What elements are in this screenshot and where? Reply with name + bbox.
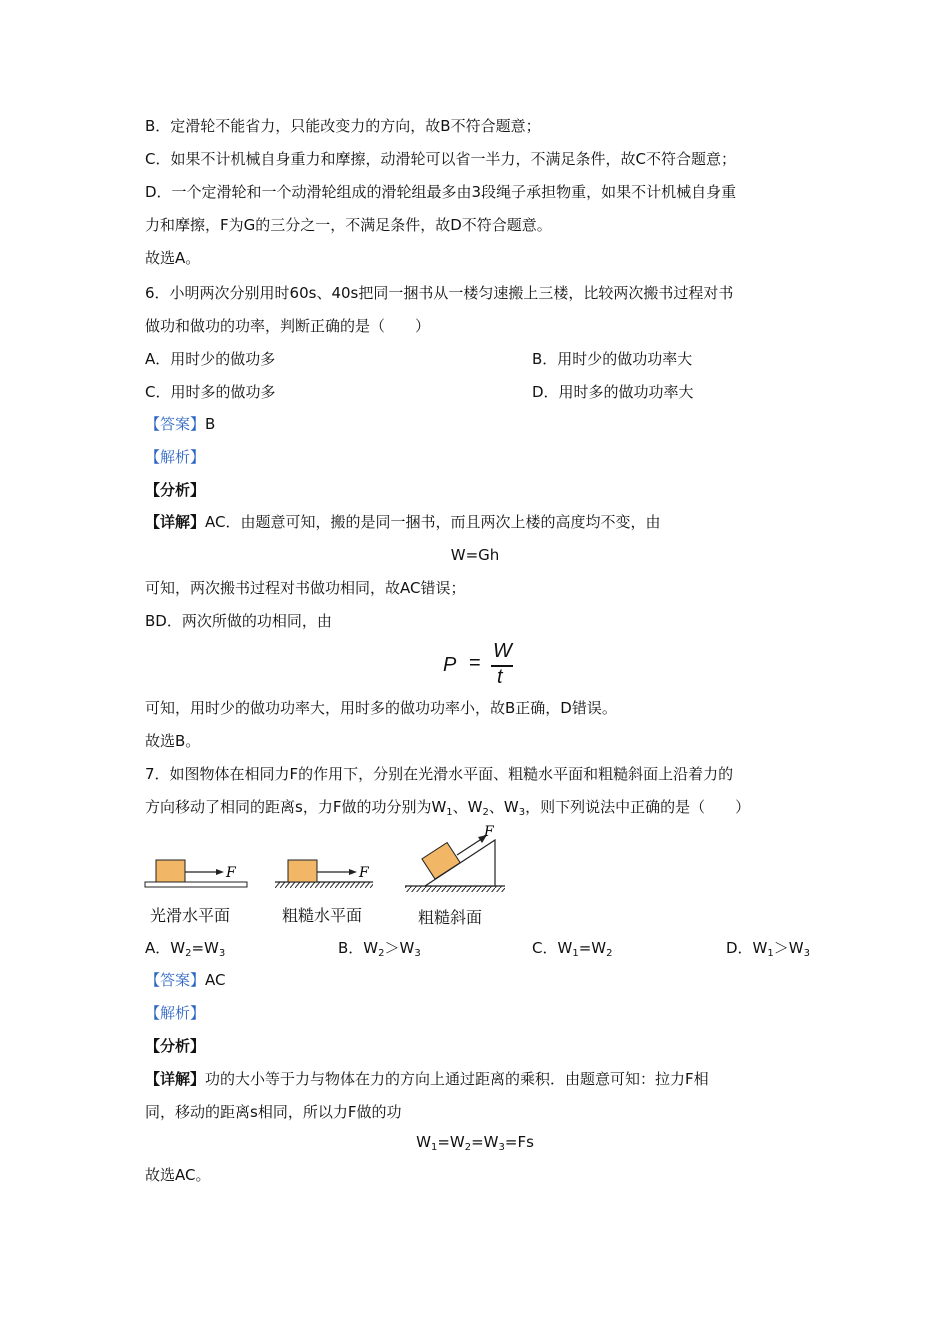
q6-option-b: B．用时少的做功功率大 <box>532 350 693 368</box>
q6-option-a: A．用时少的做功多 <box>145 350 276 368</box>
detail-text: AC．由题意可知，搬的是同一捆书，而且两次上楼的高度均不变，由 <box>205 513 661 531</box>
force-label: F <box>359 865 369 881</box>
q6-stem: 6．小明两次分别用时60s、40s把同一捆书从一楼匀速搬上三楼，比较两次搬书过程对书 <box>145 284 734 302</box>
q7-stem: 7．如图物体在相同力F的作用下，分别在光滑水平面、粗糙水平面和粗糙斜面上沿着力的 <box>145 765 734 783</box>
q6-option-c: C．用时多的做功多 <box>145 383 276 401</box>
text-line: 故选A。 <box>145 249 201 267</box>
figure-smooth-plane <box>145 860 247 887</box>
q7-fenxi-tag: 【分析】 <box>145 1037 206 1055</box>
q7-figure <box>140 822 520 902</box>
q7-analysis-tag: 【解析】 <box>145 1004 206 1022</box>
detail-text: 功的大小等于力与物体在力的方向上通过距离的乘积．由题意可知：拉力F相 <box>205 1070 709 1088</box>
answer-value: B <box>205 415 216 433</box>
q7-option-d: D．$W_1>W_3$ <box>726 939 810 959</box>
q7-answer <box>145 969 226 991</box>
text-line: D．一个定滑轮和一个动滑轮组成的滑轮组最多由3段绳子承担物重，如果不计机械自身重 <box>145 183 737 201</box>
formula-numerator: W <box>493 640 512 662</box>
q6-detail: 可知，两次搬书过程对书做功相同，故AC错误； <box>145 579 466 597</box>
q6-stem: 做功和做功的功率，判断正确的是（ ） <box>145 317 431 335</box>
q7-option-a: A．$W_2=W_3$ <box>145 939 226 959</box>
answer-value: AC <box>205 971 226 989</box>
q6-option-d: D．用时多的做功功率大 <box>532 383 694 401</box>
text-line: C．如果不计机械自身重力和摩擦，动滑轮可以省一半力，不满足条件，故C不符合题意； <box>145 150 736 168</box>
q6-detail: BD．两次所做的功相同，由 <box>145 612 332 630</box>
q7-option-c: C．$W_1=W_2$ <box>532 939 613 959</box>
q7-stem: 方向移动了相同的距离s，力F做的功分别为$W_1$、$W_2$、$W_3$，则下列说法中正确的是（ ） <box>145 798 751 818</box>
detail-tag: 【详解】 <box>145 1070 206 1088</box>
q6-conclusion: 故选B。 <box>145 732 201 750</box>
formula-p: P <box>443 654 457 676</box>
figure-rough-incline <box>405 824 505 892</box>
formula-denominator: t <box>497 666 503 688</box>
text-line: B．定滑轮不能省力，只能改变力的方向，故B不符合题意； <box>145 117 541 135</box>
q6-formula-w-gh: W=Gh <box>450 546 500 564</box>
q6-fenxi-tag: 【分析】 <box>145 481 206 499</box>
q7-detail <box>145 1068 709 1090</box>
q7-conclusion: 故选AC。 <box>145 1166 211 1184</box>
figure-rough-plane <box>275 860 373 888</box>
q7-formula: $W_1=W_2=W_3=Fs$ <box>416 1133 534 1153</box>
q7-detail: 同，移动的距离s相同，所以力F做的功 <box>145 1103 402 1121</box>
detail-tag: 【详解】 <box>145 513 206 531</box>
text-line: 力和摩擦，F为G的三分之一，不满足条件，故D不符合题意。 <box>145 216 552 234</box>
answer-tag: 【答案】 <box>145 971 206 989</box>
answer-tag: 【答案】 <box>145 415 206 433</box>
figure-label-smooth: 光滑水平面 <box>150 906 231 925</box>
q7-option-b: B．$W_2>W_3$ <box>338 939 421 959</box>
force-label: F <box>226 865 236 881</box>
q6-analysis-tag: 【解析】 <box>145 448 206 466</box>
force-label: F <box>484 824 494 840</box>
figure-label-incline: 粗糙斜面 <box>418 908 483 927</box>
q6-answer <box>145 413 215 435</box>
formula-eq: = <box>469 652 481 674</box>
q6-detail <box>145 511 661 533</box>
q6-detail: 可知，用时少的做功功率大，用时多的做功功率小，故B正确，D错误。 <box>145 699 617 717</box>
figure-label-rough: 粗糙水平面 <box>282 906 363 925</box>
